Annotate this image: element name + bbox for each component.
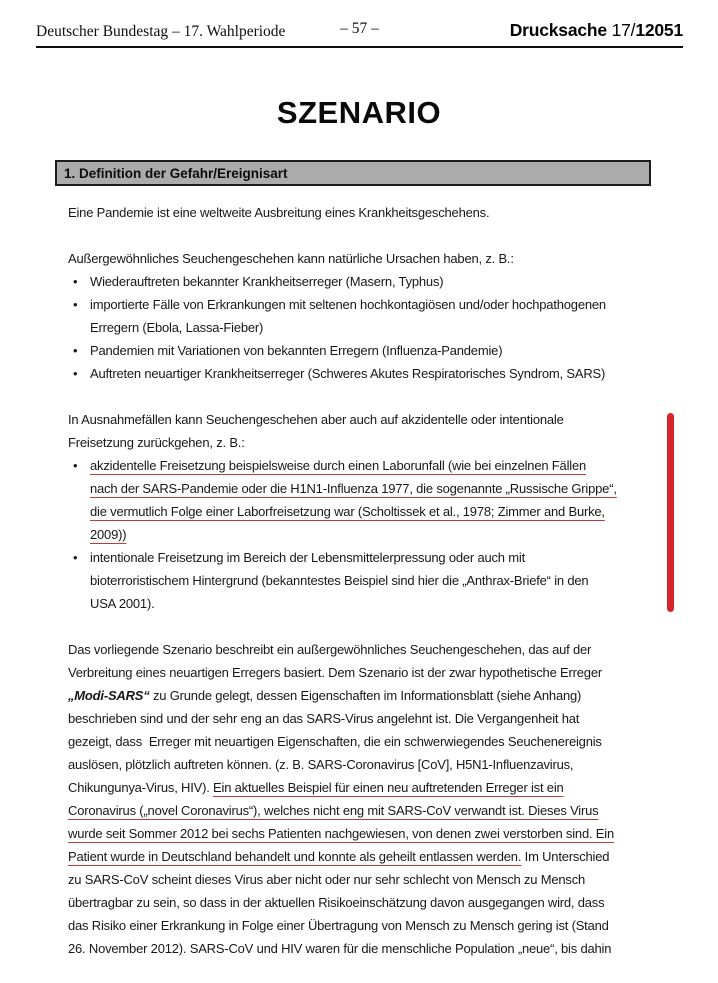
text-run: das Risiko einer Erkrankung in Folge einer Übertragung von Mensch zu Mensch gering ist (Stand [68, 918, 609, 933]
text-run: Wiederauftreten bekannter Krankheitserreger (Masern, Typhus) [90, 274, 444, 289]
text-line [68, 362, 648, 385]
red-underlined-text-run: akzidentelle Freisetzung beispielsweise durch einen Laborunfall (wie bei einzelnen Fällen [90, 458, 587, 473]
document-title: SZENARIO [276, 95, 442, 130]
text-run: Außergewöhnliches Seuchengeschehen kann natürliche Ursachen haben, z. B.: [68, 251, 514, 266]
section-heading-text: 1. Definition der Gefahr/Ereignisart [64, 165, 288, 181]
text-line [68, 408, 648, 431]
text-run: intentionale Freisetzung im Bereich der Lebensmittelerpressung oder auch mit [90, 550, 525, 565]
text-run: Das vorliegende Szenario beschreibt ein außergewöhnliches Seuchengeschehen, das auf der [68, 642, 592, 657]
bullet-item [68, 293, 648, 339]
red-underlined-text-run: Patient wurde in Deutschland behandelt und konnte als geheilt entlassen werden. [68, 849, 522, 864]
text-run: zu SARS-CoV scheint dieses Virus aber nicht oder nur sehr schlecht von Mensch zu Mensch [68, 872, 586, 887]
text-run: Verbreitung eines neuartigen Erregers basiert. Dem Szenario ist der zwar hypothetische Erreger [68, 665, 602, 680]
bullet-marker-icon: • [73, 343, 78, 358]
bullet-marker-icon: • [73, 274, 78, 289]
text-run: übertragbar zu sein, so dass in der aktuellen Risikoeinschätzung davon ausgegangen wird, dass [68, 895, 605, 910]
text-line [68, 891, 648, 914]
text-run: Auftreten neuartiger Krankheitserreger (Schweres Akutes Respiratorisches Syndrom, SARS) [90, 366, 606, 381]
bullet-item [68, 546, 648, 615]
text-line [68, 707, 648, 730]
text-line [68, 546, 648, 569]
bullet-item [68, 454, 648, 546]
paragraph [68, 638, 648, 960]
doc-session: 17/ [611, 20, 636, 40]
text-run: Eine Pandemie ist eine weltweite Ausbreitung eines Krankheitsgeschehens. [68, 205, 490, 220]
text-run: Erregern (Ebola, Lassa-Fieber) [90, 320, 264, 335]
text-line [68, 339, 648, 362]
header-left-text: Deutscher Bundestag – 17. Wahlperiode [36, 23, 286, 40]
text-line [68, 592, 648, 615]
page-number: – 57 – [340, 20, 379, 37]
red-underlined-text-run: Coronavirus („novel Coronavirus“), welches nicht eng mit SARS-CoV verwandt ist. Dieses Virus [68, 803, 599, 818]
text-line [68, 753, 648, 776]
text-line [68, 270, 648, 293]
revision-change-bar [667, 413, 674, 612]
paragraph [68, 201, 648, 224]
text-run: auslösen, plötzlich auftreten können. (z. B. SARS-Coronavirus [CoV], H5N1-Influenzavirus, [68, 757, 574, 772]
text-line [68, 684, 648, 707]
text-line [68, 316, 648, 339]
text-line [68, 822, 648, 845]
text-run: bioterroristischem Hintergrund (bekanntestes Beispiel sind hier die „Anthrax-Briefe“ in den [90, 573, 589, 588]
section-heading-bar [55, 160, 651, 186]
paragraph [68, 247, 648, 270]
text-line [68, 937, 648, 960]
doc-label: Drucksache [509, 20, 607, 40]
text-run: 26. November 2012). SARS-CoV und HIV waren für die menschliche Population „neue“, bis dahin [68, 941, 612, 956]
text-line [68, 661, 648, 684]
red-underlined-text-run: nach der SARS-Pandemie oder die H1N1-Influenza 1977, die sogenannte „Russische Grippe“, [90, 481, 617, 496]
red-underlined-text-run: die vermutlich Folge einer Laborfreisetzung war (Scholtissek et al., 1978; Zimmer and Burke, [90, 504, 605, 519]
bullet-item [68, 270, 648, 293]
text-run: gezeigt, dass Erreger mit neuartigen Eigenschaften, die ein schwerwiegendes Seuchenereignis [68, 734, 602, 749]
text-run: beschrieben sind und der sehr eng an das SARS-Virus angelehnt ist. Die Vergangenheit hat [68, 711, 580, 726]
red-underlined-text-run: Ein aktuelles Beispiel für einen neu auftretenden Erreger ist ein [213, 780, 564, 795]
text-line [68, 293, 648, 316]
text-line [68, 868, 648, 891]
text-run: Freisetzung zurückgehen, z. B.: [68, 435, 245, 450]
text-line [68, 431, 648, 454]
bullet-item [68, 339, 648, 362]
text-run: USA 2001). [90, 596, 155, 611]
text-run: importierte Fälle von Erkrankungen mit seltenen hochkontagiösen und/oder hochpathogenen [90, 297, 606, 312]
bullet-item [68, 362, 648, 385]
red-underlined-text-run: 2009)) [90, 527, 127, 542]
bullet-marker-icon: • [73, 550, 78, 565]
paragraph [68, 408, 648, 454]
bullet-marker-icon: • [73, 366, 78, 381]
text-run: Pandemien mit Variationen von bekannten Erregern (Influenza-Pandemie) [90, 343, 503, 358]
text-run: In Ausnahmefällen kann Seuchengeschehen aber auch auf akzidentelle oder intentionale [68, 412, 564, 427]
text-run: zu Grunde gelegt, dessen Eigenschaften im Informationsblatt (siehe Anhang) [149, 688, 582, 703]
red-underlined-text-run: wurde seit Sommer 2012 bei sechs Patienten nachgewiesen, von denen zwei verstorben sind. Ein [68, 826, 614, 841]
text-run: Chikungunya-Virus, HIV). [68, 780, 214, 795]
bullet-marker-icon: • [73, 458, 78, 473]
text-line [68, 914, 648, 937]
text-line [68, 776, 648, 799]
text-line [68, 845, 648, 868]
text-line [68, 730, 648, 753]
page-header [36, 0, 683, 48]
doc-number: 12051 [635, 20, 683, 40]
text-line [68, 247, 648, 270]
text-line [68, 638, 648, 661]
text-line [68, 477, 648, 500]
text-line [68, 454, 648, 477]
text-line [68, 201, 648, 224]
body-text [68, 201, 648, 960]
bullet-marker-icon: • [73, 297, 78, 312]
text-line [68, 799, 648, 822]
text-line [68, 500, 648, 523]
text-line [68, 523, 648, 546]
text-line [68, 569, 648, 592]
text-run: Im Unterschied [521, 849, 610, 864]
text-run: „Modi-SARS“ [68, 688, 150, 703]
